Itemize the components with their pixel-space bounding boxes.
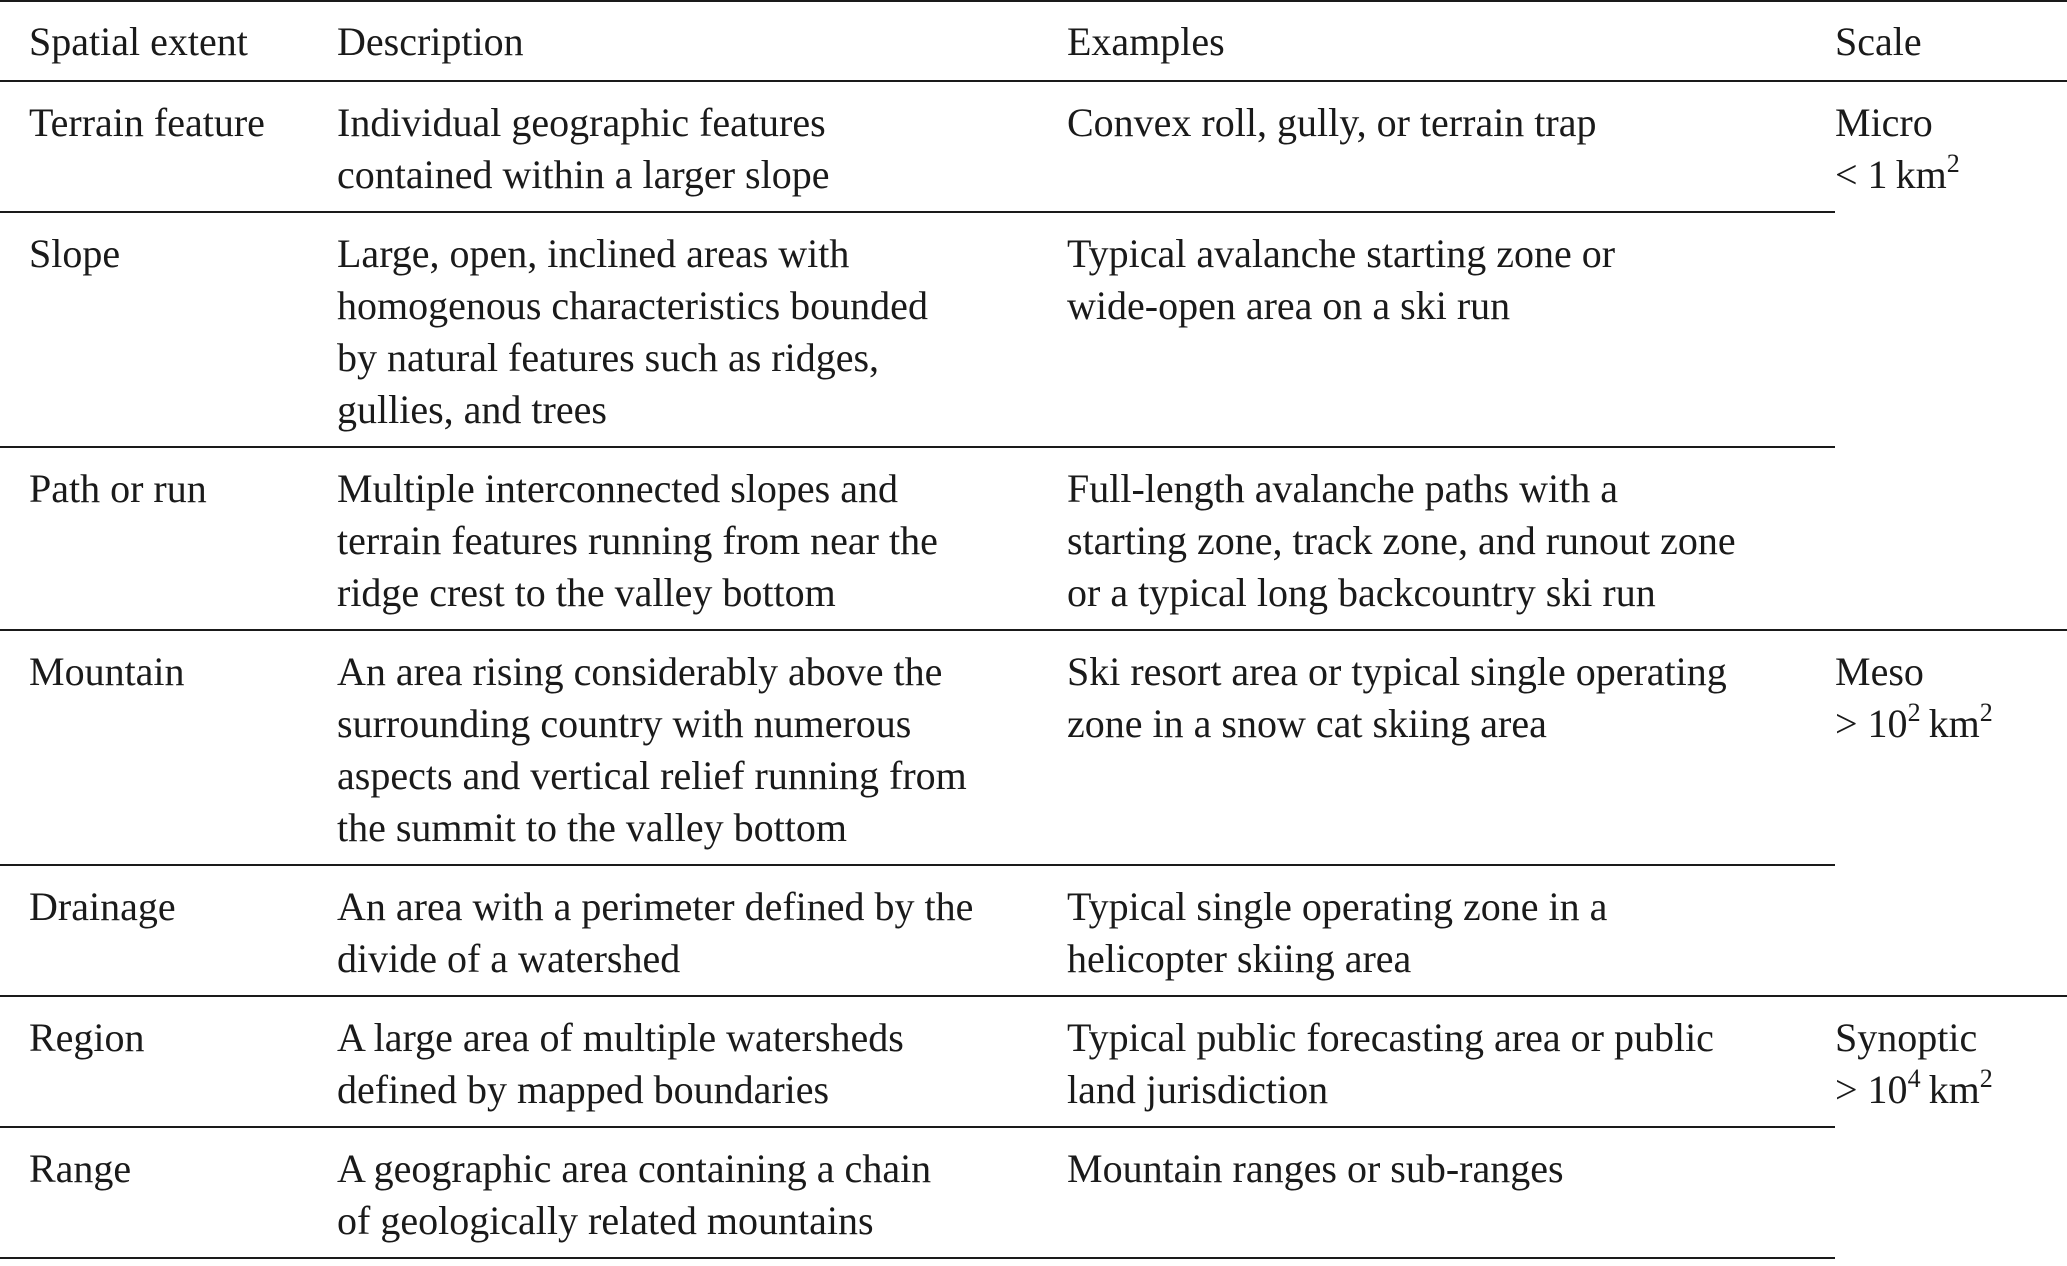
scale-unit-exponent: 2: [1979, 697, 1993, 727]
scale-prefix: > 10: [1835, 1067, 1908, 1112]
scale-cell-meso: [1835, 630, 2067, 996]
examples-cell: [1067, 447, 1835, 630]
examples-text: Mountain ranges or sub-ranges: [1067, 1146, 1564, 1191]
scale-exponent: 2: [1907, 697, 1921, 727]
description-cell: [337, 630, 1067, 865]
extent-cell: [0, 996, 337, 1127]
description-text: An area rising considerably above the surrounding country with numerous aspects and vertical relief running from the summit to the valley bottom: [337, 649, 967, 850]
examples-text: Typical avalanche starting zone or wide-open area on a ski run: [1067, 231, 1616, 328]
extent-text: Slope: [29, 231, 121, 276]
description-text: Large, open, inclined areas with homogenous characteristics bounded by natural features such as ridges, gullies, and trees: [337, 231, 928, 432]
scale-unit: km: [1895, 152, 1947, 197]
extent-text: Mountain: [29, 649, 185, 694]
table-row: [0, 212, 2067, 447]
table-row: [0, 996, 2067, 1127]
extent-text: Region: [29, 1015, 145, 1060]
scale-unit-exponent: 2: [1979, 1063, 1993, 1093]
table-row: [0, 630, 2067, 865]
description-text: Multiple interconnected slopes and terrain features running from near the ridge crest to the valley bottom: [337, 466, 938, 615]
table-row: [0, 447, 2067, 630]
scale-value: [1835, 149, 2067, 201]
examples-text: Ski resort area or typical single operating zone in a snow cat skiing area: [1067, 649, 1727, 746]
examples-cell: [1067, 996, 1835, 1127]
description-cell: [337, 865, 1067, 996]
scale-cell-micro: [1835, 81, 2067, 630]
extent-text: Drainage: [29, 884, 176, 929]
examples-cell: [1067, 212, 1835, 447]
scale-unit-exponent: 2: [1946, 148, 1960, 178]
examples-cell: [1067, 1127, 1835, 1258]
header-scale: Scale: [1835, 19, 1922, 64]
scale-name: Micro: [1835, 100, 1933, 145]
scale-value: [1835, 698, 2067, 750]
extent-text: Range: [29, 1146, 132, 1191]
scale-unit: km: [1928, 1067, 1980, 1112]
description-text: A geographic area containing a chain of geologically related mountains: [337, 1146, 932, 1243]
examples-text: Convex roll, gully, or terrain trap: [1067, 100, 1597, 145]
table-row: [0, 81, 2067, 212]
table-row: [0, 865, 2067, 996]
examples-text: Typical public forecasting area or public land jurisdiction: [1067, 1015, 1714, 1112]
description-cell: [337, 447, 1067, 630]
description-cell: [337, 996, 1067, 1127]
extent-cell: [0, 212, 337, 447]
scale-unit: km: [1928, 701, 1980, 746]
examples-cell: [1067, 81, 1835, 212]
examples-text: Full-length avalanche paths with a starting zone, track zone, and runout zone or a typical long backcountry ski run: [1067, 466, 1736, 615]
description-text: A large area of multiple watersheds defined by mapped boundaries: [337, 1015, 904, 1112]
header-spatial-extent: Spatial extent: [29, 19, 248, 64]
extent-cell: [0, 81, 337, 212]
scale-exponent: 4: [1907, 1063, 1921, 1093]
scale-name: Synoptic: [1835, 1015, 1978, 1060]
table-header-row: [0, 1, 2067, 81]
extent-text: Path or run: [29, 466, 207, 511]
description-text: Individual geographic features contained within a larger slope: [337, 100, 830, 197]
scale-value: [1835, 1064, 2067, 1116]
scale-name: Meso: [1835, 649, 1924, 694]
scale-cell-synoptic: [1835, 996, 2067, 1258]
description-cell: [337, 1127, 1067, 1258]
extent-cell: [0, 865, 337, 996]
extent-cell: [0, 1127, 337, 1258]
extent-cell: [0, 447, 337, 630]
scale-prefix: > 10: [1835, 701, 1908, 746]
description-text: An area with a perimeter defined by the divide of a watershed: [337, 884, 974, 981]
extent-cell: [0, 630, 337, 865]
extent-text: Terrain feature: [29, 100, 265, 145]
examples-text: Typical single operating zone in a helicopter skiing area: [1067, 884, 1608, 981]
header-examples: Examples: [1067, 19, 1225, 64]
table-row: [0, 1127, 2067, 1258]
description-cell: [337, 212, 1067, 447]
scale-prefix: < 1: [1835, 152, 1888, 197]
description-cell: [337, 81, 1067, 212]
examples-cell: [1067, 865, 1835, 996]
header-description: Description: [337, 19, 524, 64]
examples-cell: [1067, 630, 1835, 865]
